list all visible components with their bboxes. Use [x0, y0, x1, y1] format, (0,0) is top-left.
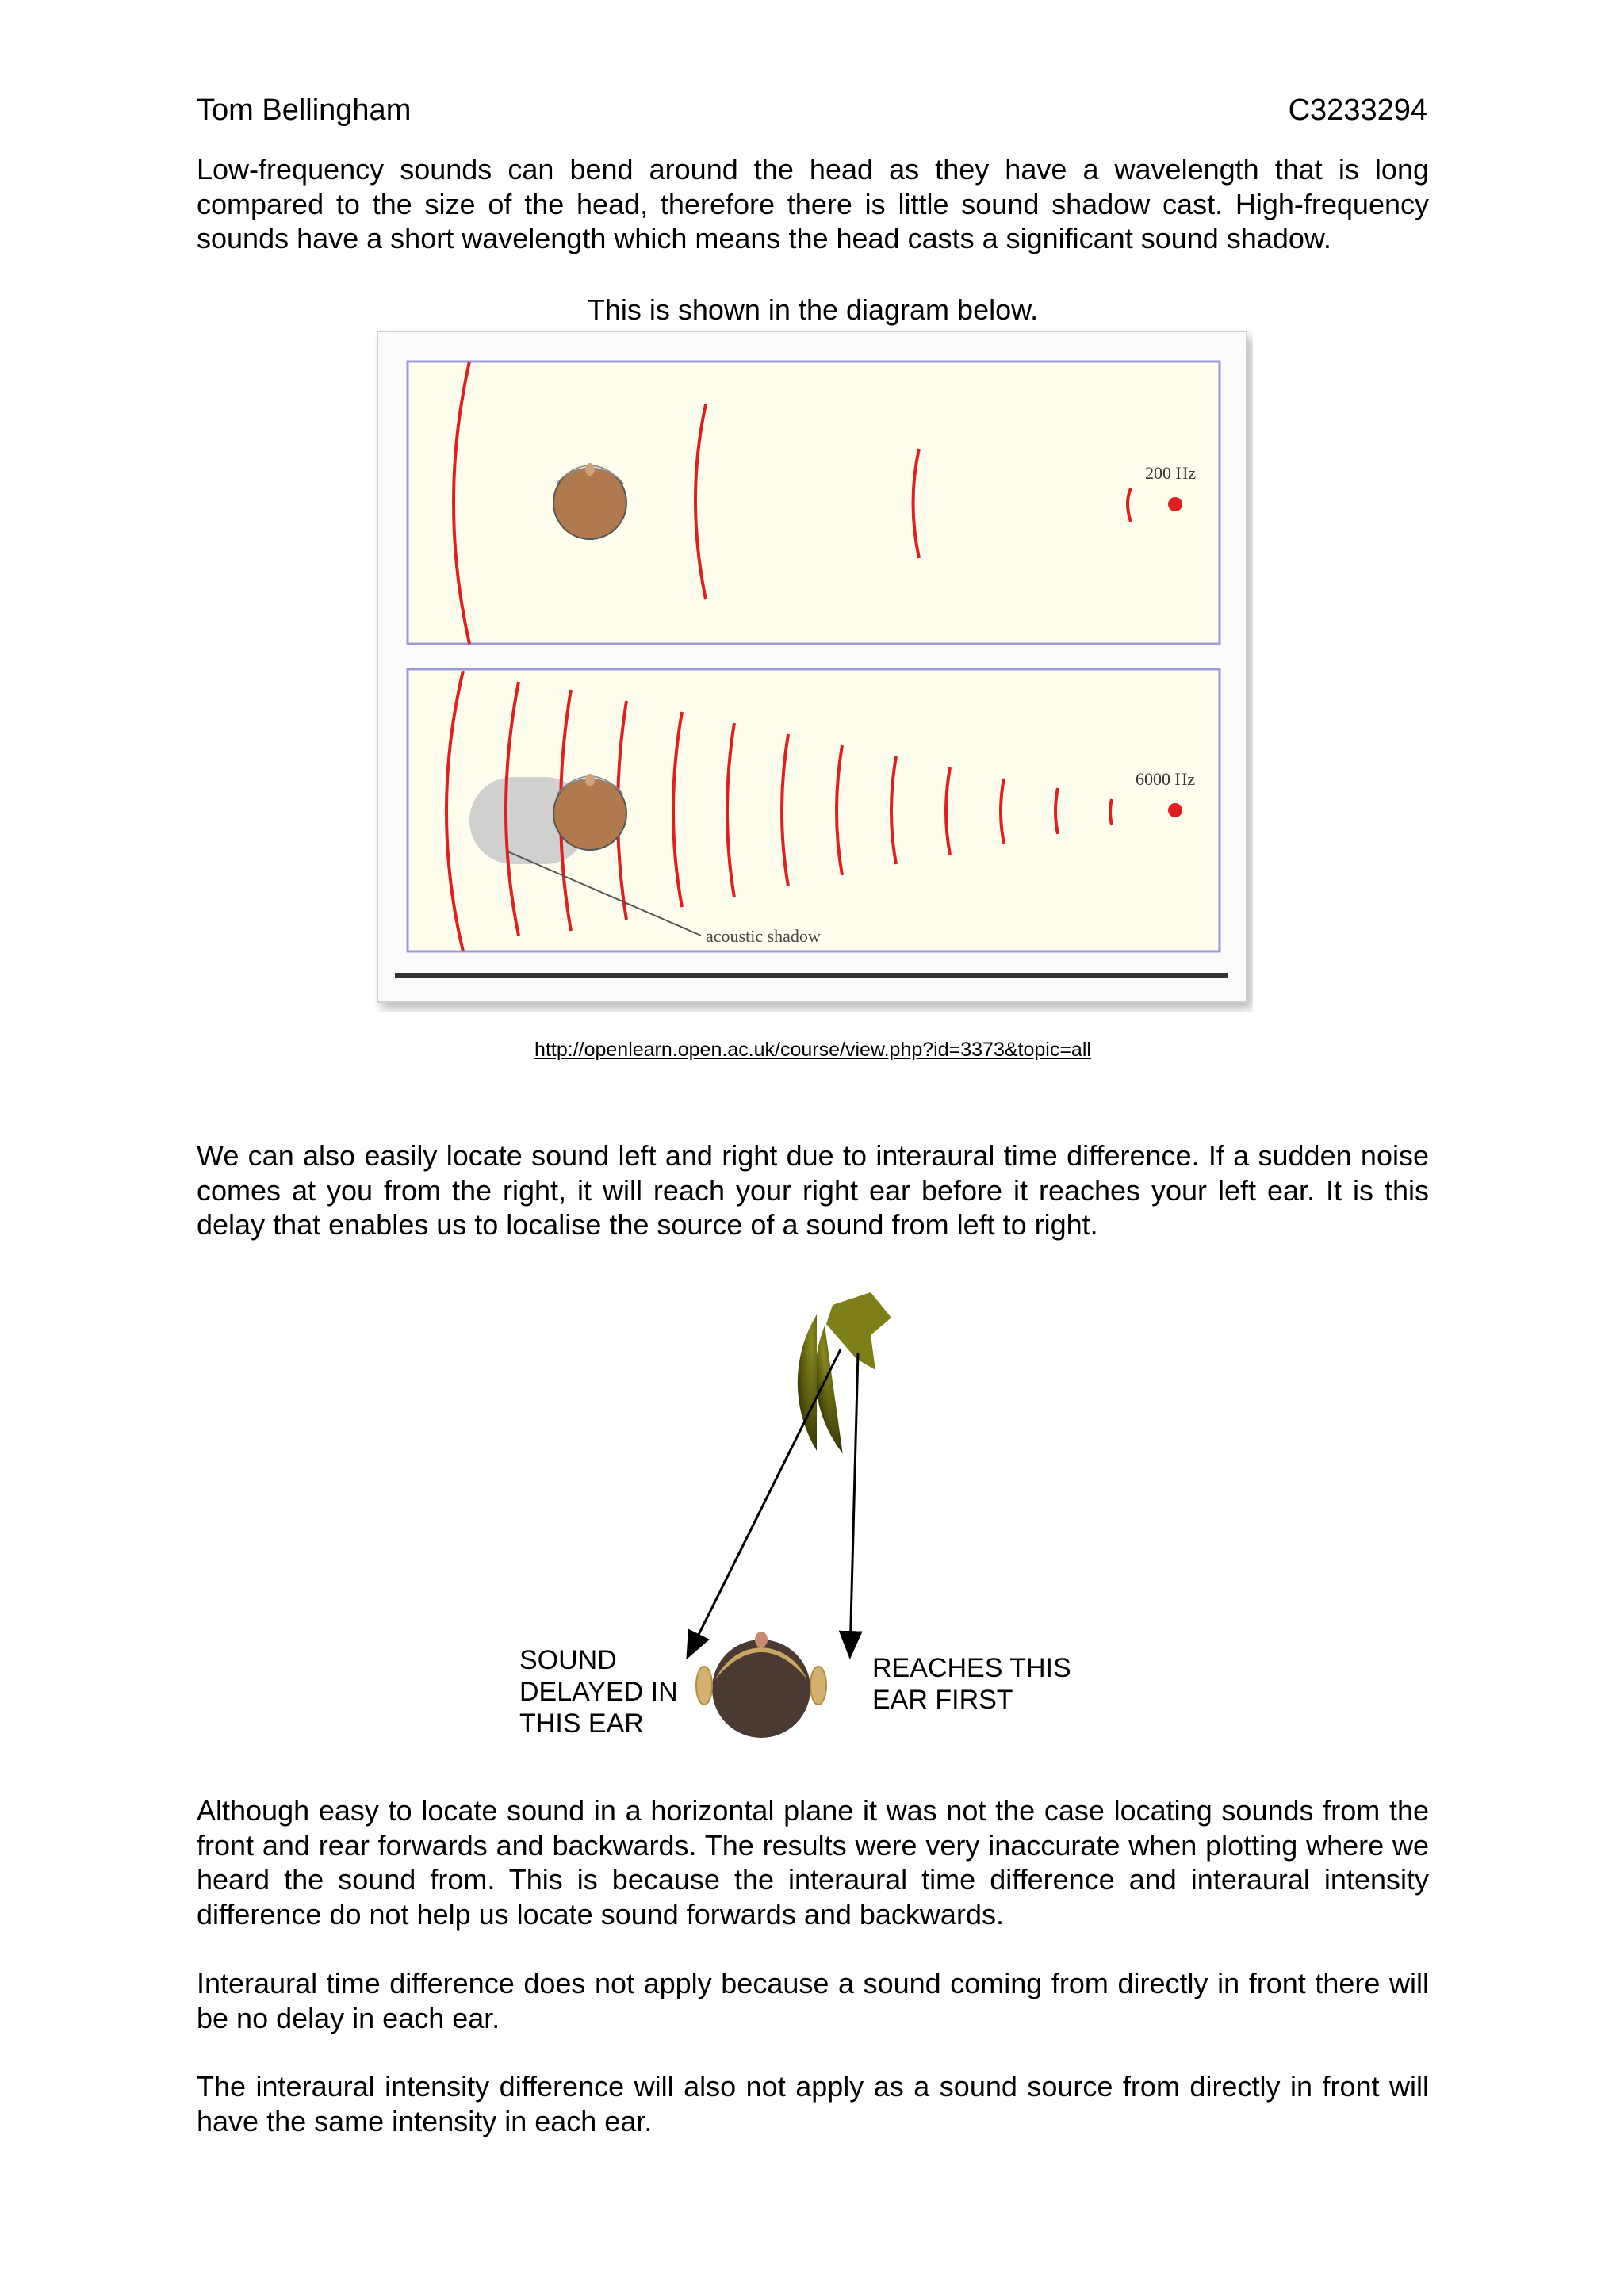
label-sound-delayed: SOUND DELAYED IN THIS EAR [519, 1645, 678, 1739]
figure-source-link[interactable]: http://openlearn.open.ac.uk/course/view.php?id=3373&topic=all [534, 1039, 1091, 1061]
diagram-intro: This is shown in the diagram below. [587, 293, 1039, 326]
paragraph-interaural-time: We can also easily locate sound left and right due to interaural time difference. If a sudden noise comes at you from the right, it will reach your right ear before it reaches your left ear. It is this delay that enables us to localise the source of a sound from left to right. [197, 1139, 1429, 1241]
right-ear [810, 1667, 826, 1705]
paragraph-iid-front: The interaural intensity difference will also not apply as a sound source from directly in front will have the same intensity in each ear. [197, 2070, 1429, 2137]
sound-source-dot [1168, 803, 1182, 817]
listener-head-icon [696, 1632, 826, 1738]
label-6000hz: 6000 Hz [1136, 769, 1196, 789]
sound-source-dot [1168, 497, 1182, 511]
sound-shadow-diagram [374, 328, 1253, 1012]
author-name: Tom Bellingham [197, 94, 412, 127]
arrow-to-right-ear [834, 1353, 874, 1655]
wavefront [1110, 799, 1112, 825]
speaker-icon [798, 1292, 891, 1456]
paragraph-itd-front: Interaural time difference does not apply because a sound coming from directly in front there will be no delay in each ear. [197, 1967, 1429, 2034]
acoustic-shadow-label: acoustic shadow [706, 926, 821, 946]
panel-6000hz [408, 669, 1220, 951]
panel-200hz [408, 362, 1220, 644]
arrow-to-left-ear [688, 1349, 841, 1655]
student-id: C3233294 [1288, 94, 1427, 127]
paragraph-front-back: Although easy to locate sound in a horizontal plane it was not the case locating sounds from the front and rear forwards and backwards. The results were very inaccurate when plotting where we heard the sound from. This is because the interaural time difference and interaural intensity difference do not help us locate sound forwards and backwards. [197, 1794, 1429, 1931]
page-header [197, 94, 1427, 135]
panel-200hz-background [408, 362, 1220, 644]
label-200hz: 200 Hz [1145, 463, 1197, 483]
label-reaches-first: REACHES THIS EAR FIRST [872, 1653, 1071, 1715]
paragraph-wavelength: Low-frequency sounds can bend around the head as they have a wavelength that is long compared to the size of the head, therefore there is little sound shadow cast. High-frequency sounds have a short wavelength which means the head casts a significant sound shadow. [197, 153, 1429, 254]
left-ear [696, 1667, 712, 1705]
